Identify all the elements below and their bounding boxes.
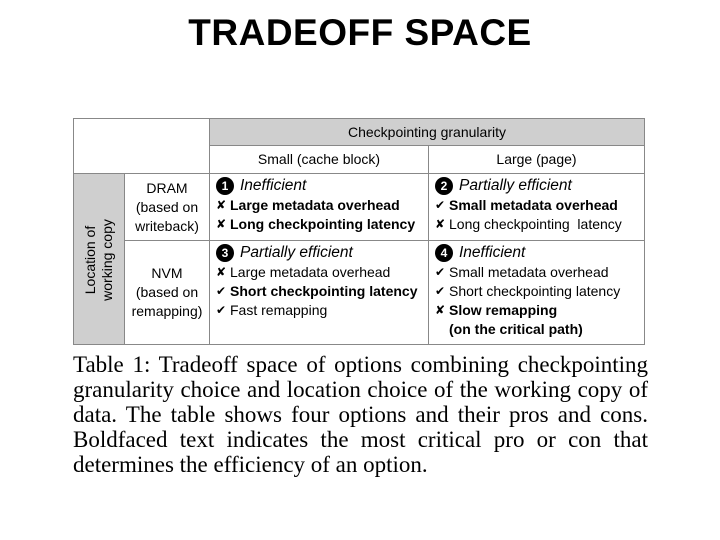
option-number-badge: 3 [216,244,234,262]
cross-icon: ✘ [216,217,227,231]
cross-icon: ✘ [216,198,227,212]
check-icon: ✔ [435,265,446,279]
col-group-header [209,118,645,146]
option-number-badge: 1 [216,177,234,195]
option-item: Large metadata overhead [230,264,391,280]
option-number-badge: 2 [435,177,453,195]
option-title: Partially efficient [240,244,353,261]
row-group-label: Location of working copy [82,218,116,301]
col-small-label: Small (cache block) [257,151,381,167]
row-header-nvm: NVM (based on remapping) [124,240,210,345]
cross-icon: ✘ [216,265,227,279]
col-large-label: Large (page) [496,151,577,167]
option-item: Large metadata overhead [230,197,400,213]
option-title: Inefficient [459,244,526,261]
check-icon: ✔ [216,284,227,298]
option-cell-dram-small [209,173,429,241]
option-item: Short checkpointing latency [449,283,621,299]
option-item: Small metadata overhead [449,197,618,213]
slide-title: TRADEOFF SPACE [188,12,532,53]
check-icon: ✔ [435,284,446,298]
option-cell-nvm-large [428,240,645,345]
cross-icon: ✘ [435,217,446,231]
option-item: Small metadata overhead [449,264,609,280]
option-item: Long checkpointing latency [449,216,622,232]
option-item: Slow remapping [449,302,558,318]
option-title: Inefficient [240,177,307,194]
row-group-label-wrap [75,174,123,345]
option-item: Short checkpointing latency [230,283,418,299]
row-header-dram: DRAM (based on writeback) [124,173,210,241]
check-icon: ✔ [435,198,446,212]
corner-cell [73,118,210,174]
col-header-large [428,145,645,174]
option-item: Fast remapping [230,302,328,318]
tradeoff-table [73,118,645,345]
table-caption: Table 1: Tradeoff space of options combining checkpointing granularity choice and location choice of the working copy of data. The table shows four options and their pros and cons. Boldfaced text indicates the most critical pro or con that determines the efficiency of an option. [73,352,648,477]
option-cell-dram-large [428,173,645,241]
option-cell-nvm-small [209,240,429,345]
col-header-small [209,145,429,174]
col-group-label: Checkpointing granularity [348,123,506,140]
option-number-badge: 4 [435,244,453,262]
cross-icon: ✘ [435,303,446,317]
option-item-continuation: (on the critical path) [449,321,583,337]
option-title: Partially efficient [459,177,572,194]
option-item: Long checkpointing latency [230,216,416,232]
check-icon: ✔ [216,303,227,317]
